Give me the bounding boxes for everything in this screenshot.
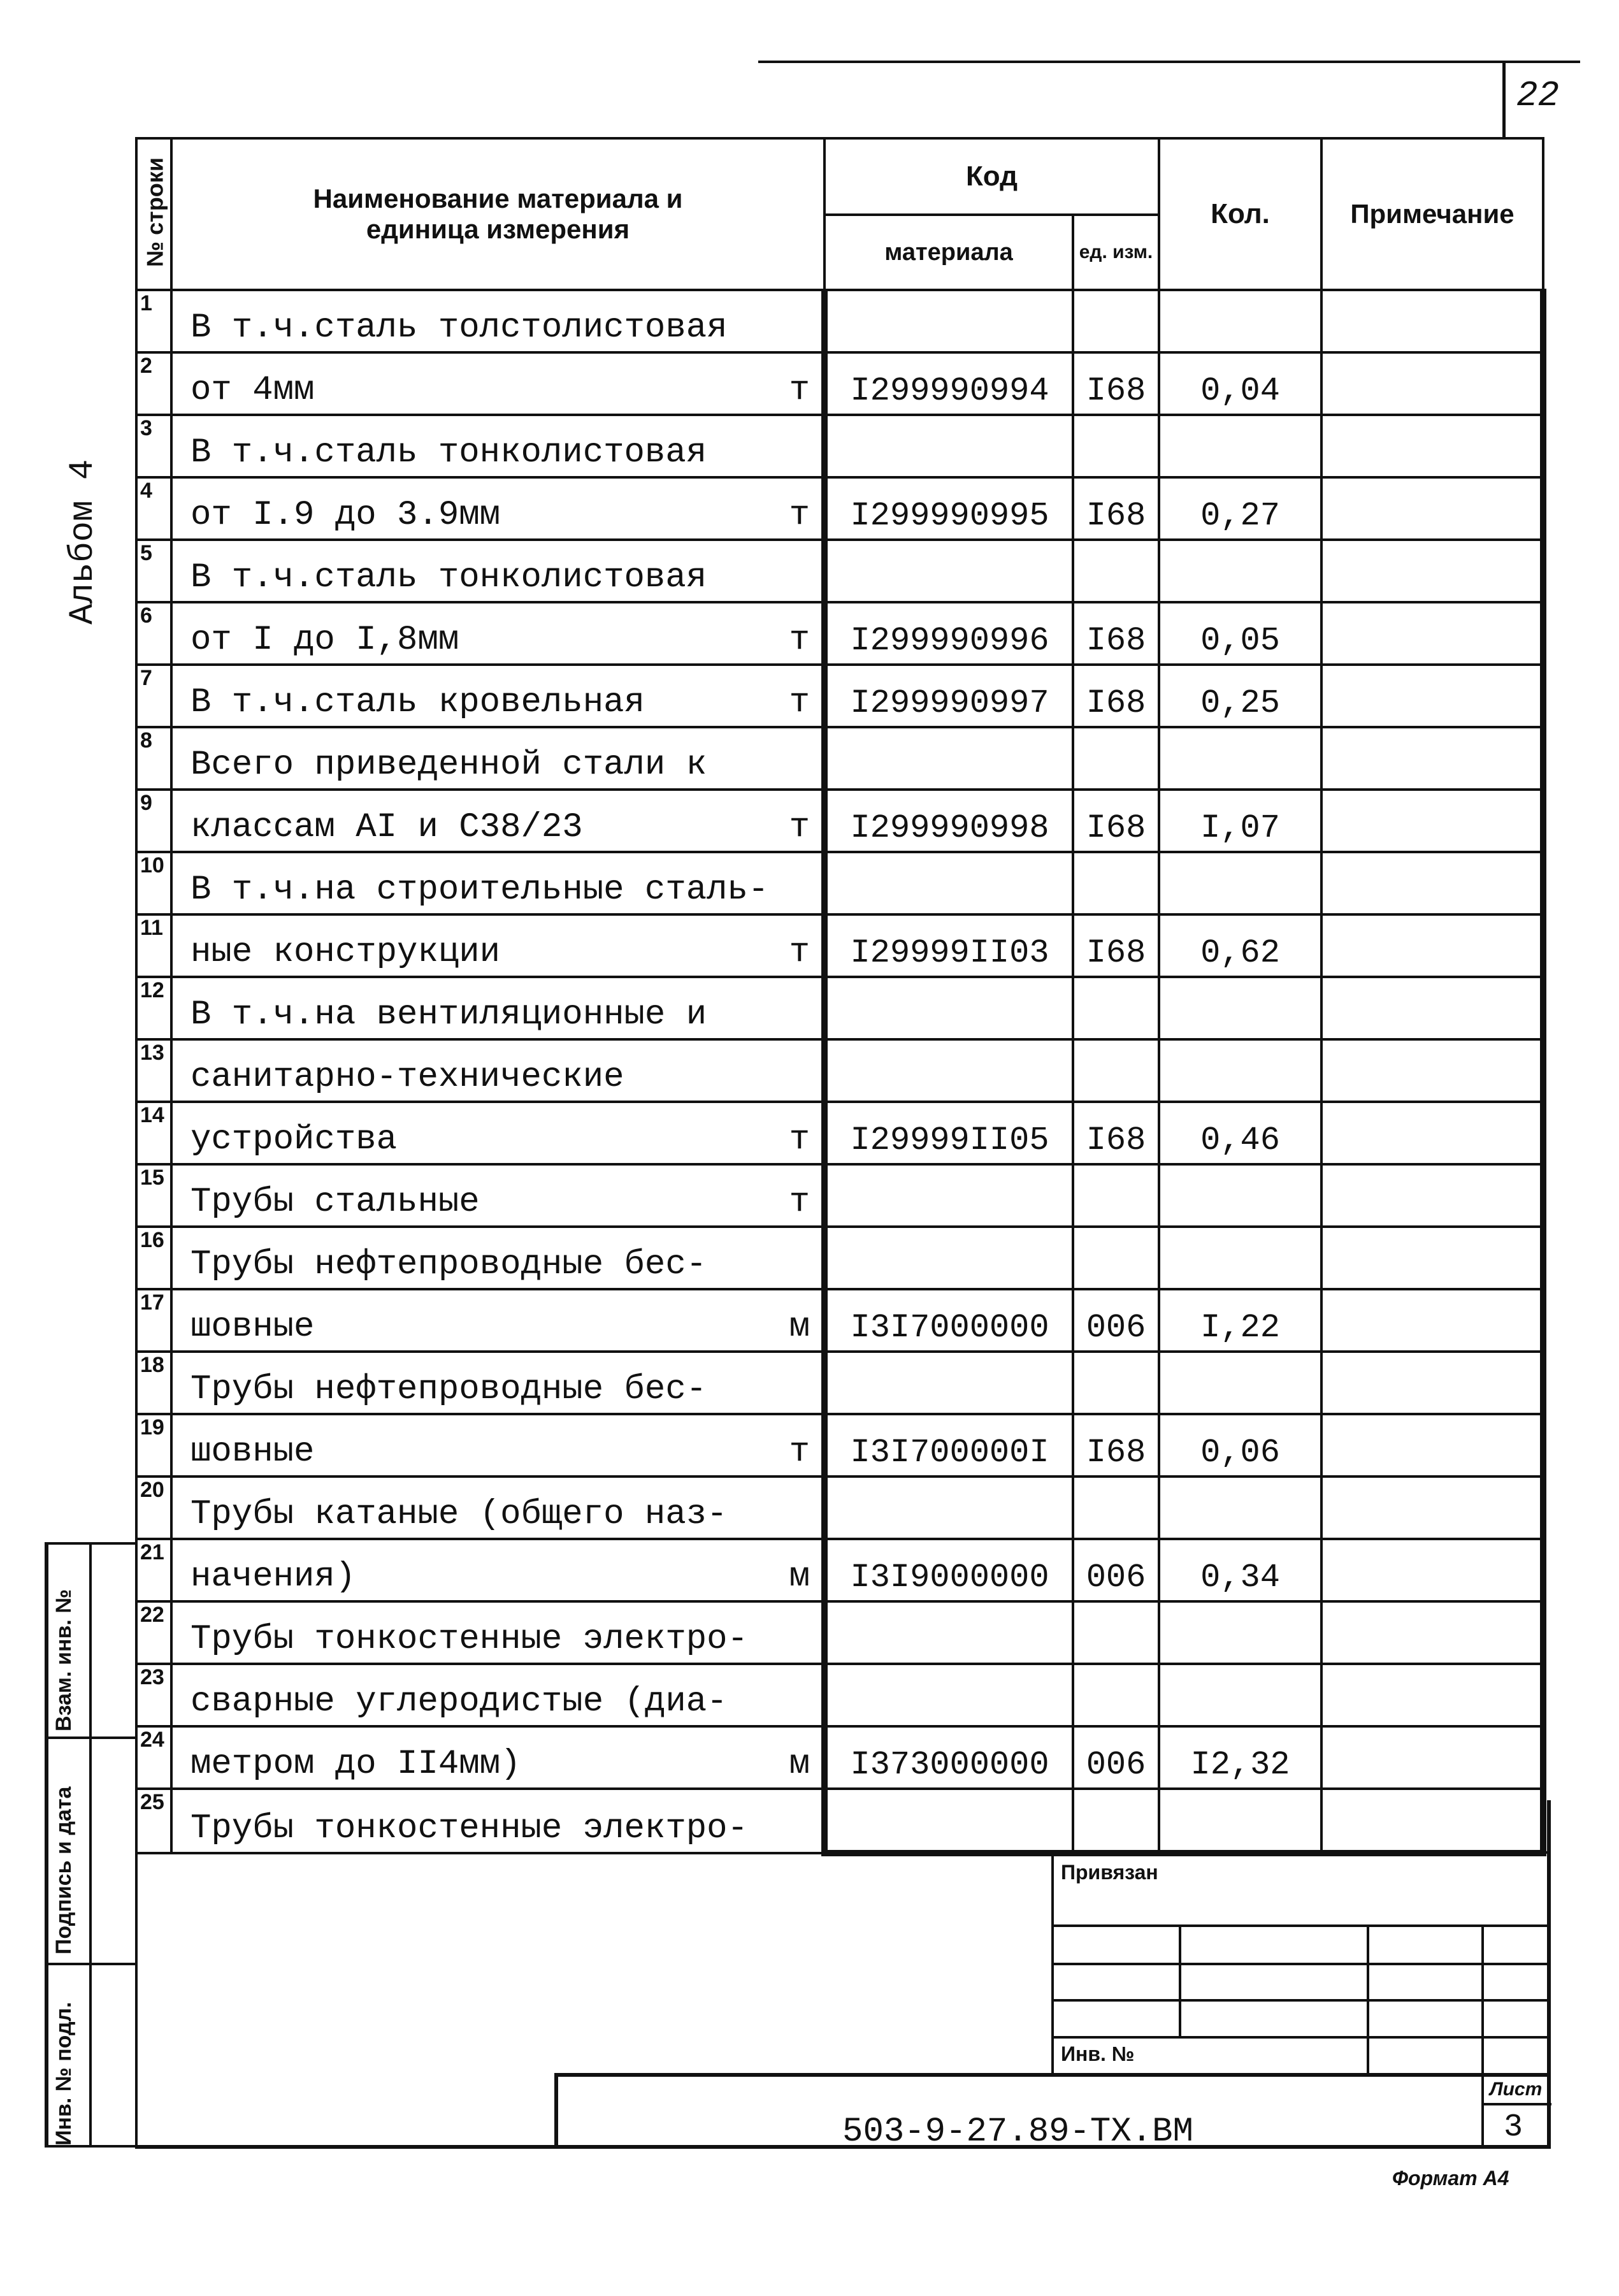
- material-name-text: Трубы нефтепроводные бес-: [191, 1370, 707, 1409]
- material-code: [824, 1601, 1073, 1664]
- tb-h1: [1051, 1924, 1551, 1927]
- tb-doc-code: 503-9-27.89-ТХ.ВМ: [842, 2112, 1193, 2151]
- row-number: 23: [136, 1664, 171, 1726]
- table-row: [136, 1039, 1543, 1102]
- note: [1321, 1227, 1543, 1289]
- material-name-text: В т.ч.сталь толстолистовая: [191, 308, 728, 347]
- row-number: 1: [136, 290, 171, 352]
- material-name-text: Трубы стальные: [191, 1183, 480, 1222]
- tb-doc-top: [554, 2073, 1551, 2077]
- note: [1321, 914, 1543, 977]
- material-name-text: Трубы тонкостенные электро-: [191, 1809, 748, 1848]
- note: [1321, 415, 1543, 477]
- table-row: [136, 1601, 1543, 1664]
- unit-code: [1073, 1601, 1159, 1664]
- unit-code: [1073, 977, 1159, 1039]
- table-row: [136, 1352, 1543, 1414]
- note: [1321, 790, 1543, 852]
- stamp-frame-mid: [89, 1542, 92, 2148]
- note: [1321, 1664, 1543, 1726]
- table-row: [136, 665, 1543, 727]
- material-unit: т: [789, 496, 810, 535]
- quantity: [1159, 1477, 1321, 1539]
- header-note: Примечание: [1321, 138, 1543, 290]
- quantity: 0,34: [1159, 1539, 1321, 1601]
- row-number: 19: [136, 1414, 171, 1477]
- material-code: [824, 1164, 1073, 1227]
- row-number: 10: [136, 852, 171, 914]
- material-code: [824, 1664, 1073, 1726]
- table-row: [136, 1726, 1543, 1789]
- material-name-text: В т.ч.сталь тонколистовая: [191, 433, 707, 472]
- table-row: [136, 1164, 1543, 1227]
- material-name-text: метром до II4мм): [191, 1745, 521, 1784]
- table-row: [136, 477, 1543, 540]
- quantity: [1159, 1352, 1321, 1414]
- quantity: 0,27: [1159, 477, 1321, 540]
- tb-privyazan: Привязан: [1061, 1861, 1158, 1884]
- quantity: [1159, 1039, 1321, 1102]
- material-code: I3I9000000: [824, 1539, 1073, 1601]
- quantity: I2,32: [1159, 1726, 1321, 1789]
- material-name-text: начения): [191, 1557, 356, 1596]
- material-code: [824, 1352, 1073, 1414]
- unit-code: 006: [1073, 1726, 1159, 1789]
- material-name: [171, 790, 824, 852]
- unit-code: [1073, 1664, 1159, 1726]
- table-row: [136, 352, 1543, 415]
- tb-inv-no: Инв. №: [1061, 2042, 1135, 2065]
- header-code: Код: [824, 138, 1159, 215]
- material-code: I29999II03: [824, 914, 1073, 977]
- material-name: [171, 1102, 824, 1164]
- stamp-frame-right: [135, 1542, 138, 2148]
- unit-code: [1073, 1352, 1159, 1414]
- material-code: I299990998: [824, 790, 1073, 852]
- material-name: [171, 415, 824, 477]
- unit-code: I68: [1073, 790, 1159, 852]
- quantity: 0,05: [1159, 602, 1321, 665]
- note: [1321, 1414, 1543, 1477]
- row-number: 20: [136, 1477, 171, 1539]
- material-name-text: классам АI и С38/23: [191, 808, 583, 847]
- material-code: [824, 290, 1073, 352]
- table-row: [136, 1539, 1543, 1601]
- row-number: 24: [136, 1726, 171, 1789]
- row-number: 6: [136, 602, 171, 665]
- table-row: [136, 1664, 1543, 1726]
- material-name-text: шовные: [191, 1308, 315, 1347]
- material-name: [171, 1601, 824, 1664]
- page-number: 22: [1516, 75, 1560, 116]
- row-number: 8: [136, 727, 171, 790]
- material-name: [171, 1227, 824, 1289]
- material-name-text: В т.ч.сталь тонколистовая: [191, 558, 707, 597]
- stamp-vzam: Взам. инв. №: [52, 1589, 76, 1731]
- quantity: [1159, 415, 1321, 477]
- material-name: [171, 1664, 824, 1726]
- row-number: 12: [136, 977, 171, 1039]
- row-number: 3: [136, 415, 171, 477]
- unit-code: [1073, 727, 1159, 790]
- header-qty: Кол.: [1159, 138, 1321, 290]
- material-unit: м: [789, 1308, 810, 1347]
- unit-code: I68: [1073, 1102, 1159, 1164]
- table-row: [136, 1789, 1543, 1853]
- header-unit: ед. изм.: [1073, 215, 1159, 290]
- unit-code: [1073, 852, 1159, 914]
- quantity: I,22: [1159, 1289, 1321, 1352]
- material-name-text: В т.ч.сталь кровельная: [191, 683, 645, 722]
- table-row: [136, 727, 1543, 790]
- unit-code: 006: [1073, 1289, 1159, 1352]
- note: [1321, 602, 1543, 665]
- quantity: 0,62: [1159, 914, 1321, 977]
- material-name-text: ные конструкции: [191, 933, 501, 972]
- unit-code: [1073, 1039, 1159, 1102]
- material-name-text: от 4мм: [191, 371, 315, 410]
- table-row: [136, 914, 1543, 977]
- material-unit: т: [789, 933, 810, 972]
- row-number: 18: [136, 1352, 171, 1414]
- material-name-text: В т.ч.на строительные сталь-: [191, 870, 769, 909]
- material-name: [171, 1726, 824, 1789]
- note: [1321, 977, 1543, 1039]
- material-unit: т: [789, 621, 810, 660]
- quantity: 0,46: [1159, 1102, 1321, 1164]
- quantity: [1159, 540, 1321, 602]
- material-name-text: шовные: [191, 1433, 315, 1471]
- material-code: I299990996: [824, 602, 1073, 665]
- quantity: [1159, 1664, 1321, 1726]
- row-number: 9: [136, 790, 171, 852]
- tb-list-no: 3: [1504, 2109, 1523, 2146]
- row-number: 15: [136, 1164, 171, 1227]
- stamp-frame-left: [45, 1542, 48, 2148]
- quantity: [1159, 1164, 1321, 1227]
- material-name: [171, 602, 824, 665]
- material-name: [171, 914, 824, 977]
- material-name: [171, 1039, 824, 1102]
- row-number: 21: [136, 1539, 171, 1601]
- note: [1321, 852, 1543, 914]
- material-code: I299990997: [824, 665, 1073, 727]
- note: [1321, 1539, 1543, 1601]
- material-unit: т: [789, 371, 810, 410]
- row-number: 5: [136, 540, 171, 602]
- material-name: [171, 1539, 824, 1601]
- tb-top: [1051, 1851, 1551, 1854]
- stamp-inv: Инв. № подл.: [52, 2002, 76, 2146]
- quantity: [1159, 290, 1321, 352]
- tb-list-div: [1481, 2103, 1551, 2105]
- page-number-box-left: [1502, 61, 1506, 137]
- stamp-divider-1: [45, 1736, 138, 1739]
- material-name-text: сварные углеродистые (диа-: [191, 1682, 728, 1721]
- header-material: материала: [824, 215, 1073, 290]
- tb-v2: [1367, 1924, 1369, 2074]
- unit-code: [1073, 540, 1159, 602]
- note: [1321, 477, 1543, 540]
- note: [1321, 290, 1543, 352]
- materials-table: [135, 137, 1546, 1856]
- row-number: 13: [136, 1039, 171, 1102]
- unit-code: [1073, 1789, 1159, 1853]
- material-name-text: Трубы нефтепроводные бес-: [191, 1245, 707, 1284]
- note: [1321, 352, 1543, 415]
- row-number: 2: [136, 352, 171, 415]
- row-number: 16: [136, 1227, 171, 1289]
- material-code: [824, 415, 1073, 477]
- material-unit: м: [789, 1745, 810, 1784]
- top-rule: [758, 61, 1580, 63]
- tb-h2: [1051, 1963, 1551, 1965]
- unit-code: I68: [1073, 477, 1159, 540]
- quantity: [1159, 727, 1321, 790]
- quantity: [1159, 977, 1321, 1039]
- material-code: [824, 977, 1073, 1039]
- tb-v3: [1481, 1924, 1484, 2148]
- row-number: 7: [136, 665, 171, 727]
- table-row: [136, 790, 1543, 852]
- material-name: [171, 1352, 824, 1414]
- note: [1321, 727, 1543, 790]
- note: [1321, 1477, 1543, 1539]
- material-name-text: от I до I,8мм: [191, 621, 459, 660]
- note: [1321, 540, 1543, 602]
- note: [1321, 665, 1543, 727]
- unit-code: I68: [1073, 352, 1159, 415]
- table-row: [136, 415, 1543, 477]
- material-code: I29999II05: [824, 1102, 1073, 1164]
- material-code: [824, 727, 1073, 790]
- material-name: [171, 352, 824, 415]
- material-unit: т: [789, 683, 810, 722]
- material-name-text: Трубы тонкостенные электро-: [191, 1620, 748, 1659]
- album-label: Альбом 4: [64, 459, 103, 625]
- row-number: 14: [136, 1102, 171, 1164]
- row-number: 17: [136, 1289, 171, 1352]
- material-name-text: от I.9 до 3.9мм: [191, 496, 501, 535]
- material-code: I3I700000I: [824, 1414, 1073, 1477]
- table-row: [136, 290, 1543, 352]
- note: [1321, 1164, 1543, 1227]
- quantity: [1159, 1227, 1321, 1289]
- stamp-frame-top: [45, 1542, 138, 1545]
- material-code: [824, 1789, 1073, 1853]
- quantity: 0,06: [1159, 1414, 1321, 1477]
- table-row: [136, 1227, 1543, 1289]
- quantity: [1159, 1601, 1321, 1664]
- material-name: [171, 540, 824, 602]
- material-unit: т: [789, 1433, 810, 1471]
- unit-code: [1073, 1227, 1159, 1289]
- material-name: [171, 1789, 824, 1853]
- unit-code: I68: [1073, 914, 1159, 977]
- unit-code: [1073, 1164, 1159, 1227]
- material-name: [171, 977, 824, 1039]
- quantity: I,07: [1159, 790, 1321, 852]
- material-code: [824, 1227, 1073, 1289]
- material-code: I299990994: [824, 352, 1073, 415]
- material-unit: м: [789, 1557, 810, 1596]
- material-code: I3I7000000: [824, 1289, 1073, 1352]
- format-label: Формат А4: [1392, 2167, 1509, 2190]
- tb-v1: [1179, 1924, 1181, 2036]
- material-name: [171, 1414, 824, 1477]
- row-number: 11: [136, 914, 171, 977]
- unit-code: [1073, 1477, 1159, 1539]
- material-name: [171, 1289, 824, 1352]
- note: [1321, 1039, 1543, 1102]
- material-code: [824, 852, 1073, 914]
- unit-code: I68: [1073, 602, 1159, 665]
- note: [1321, 1789, 1543, 1853]
- material-code: [824, 540, 1073, 602]
- note: [1321, 1352, 1543, 1414]
- material-name-text: устройства: [191, 1120, 398, 1159]
- tb-list-label: Лист: [1490, 2079, 1543, 2100]
- material-code: I299990995: [824, 477, 1073, 540]
- tb-h3: [1051, 1999, 1551, 2002]
- material-name-text: В т.ч.на вентиляционные и: [191, 995, 707, 1034]
- quantity: [1159, 852, 1321, 914]
- note: [1321, 1102, 1543, 1164]
- quantity: 0,25: [1159, 665, 1321, 727]
- note: [1321, 1726, 1543, 1789]
- material-name: [171, 477, 824, 540]
- unit-code: I68: [1073, 665, 1159, 727]
- material-unit: т: [789, 1183, 810, 1222]
- table-row: [136, 977, 1543, 1039]
- stamp-podpis: Подпись и дата: [52, 1786, 76, 1954]
- material-code: [824, 1039, 1073, 1102]
- row-number: 4: [136, 477, 171, 540]
- table-row: [136, 1289, 1543, 1352]
- material-name-text: Трубы катаные (общего наз-: [191, 1495, 728, 1534]
- material-name-text: санитарно-технические: [191, 1058, 624, 1097]
- note: [1321, 1601, 1543, 1664]
- note: [1321, 1289, 1543, 1352]
- table-body: [136, 290, 1543, 1853]
- table-row: [136, 1414, 1543, 1477]
- header-name: Наименование материала и единица измерения: [171, 138, 824, 290]
- material-name: [171, 1477, 824, 1539]
- quantity: [1159, 1789, 1321, 1853]
- table-row: [136, 540, 1543, 602]
- tb-h4: [1051, 2036, 1551, 2039]
- table-row: [136, 1102, 1543, 1164]
- material-name: [171, 852, 824, 914]
- material-code: [824, 1477, 1073, 1539]
- unit-code: [1073, 290, 1159, 352]
- table-row: [136, 1477, 1543, 1539]
- material-unit: т: [789, 1120, 810, 1159]
- material-name-text: Всего приведенной стали к: [191, 746, 707, 784]
- unit-code: I68: [1073, 1414, 1159, 1477]
- row-number: 25: [136, 1789, 171, 1853]
- table-row: [136, 852, 1543, 914]
- row-number: 22: [136, 1601, 171, 1664]
- unit-code: 006: [1073, 1539, 1159, 1601]
- material-unit: т: [789, 808, 810, 847]
- table-row: [136, 602, 1543, 665]
- material-name: [171, 727, 824, 790]
- quantity: 0,04: [1159, 352, 1321, 415]
- header-row-no: № строки: [136, 138, 171, 290]
- unit-code: [1073, 415, 1159, 477]
- material-code: I373000000: [824, 1726, 1073, 1789]
- material-name: [171, 290, 824, 352]
- material-name: [171, 1164, 824, 1227]
- material-name: [171, 665, 824, 727]
